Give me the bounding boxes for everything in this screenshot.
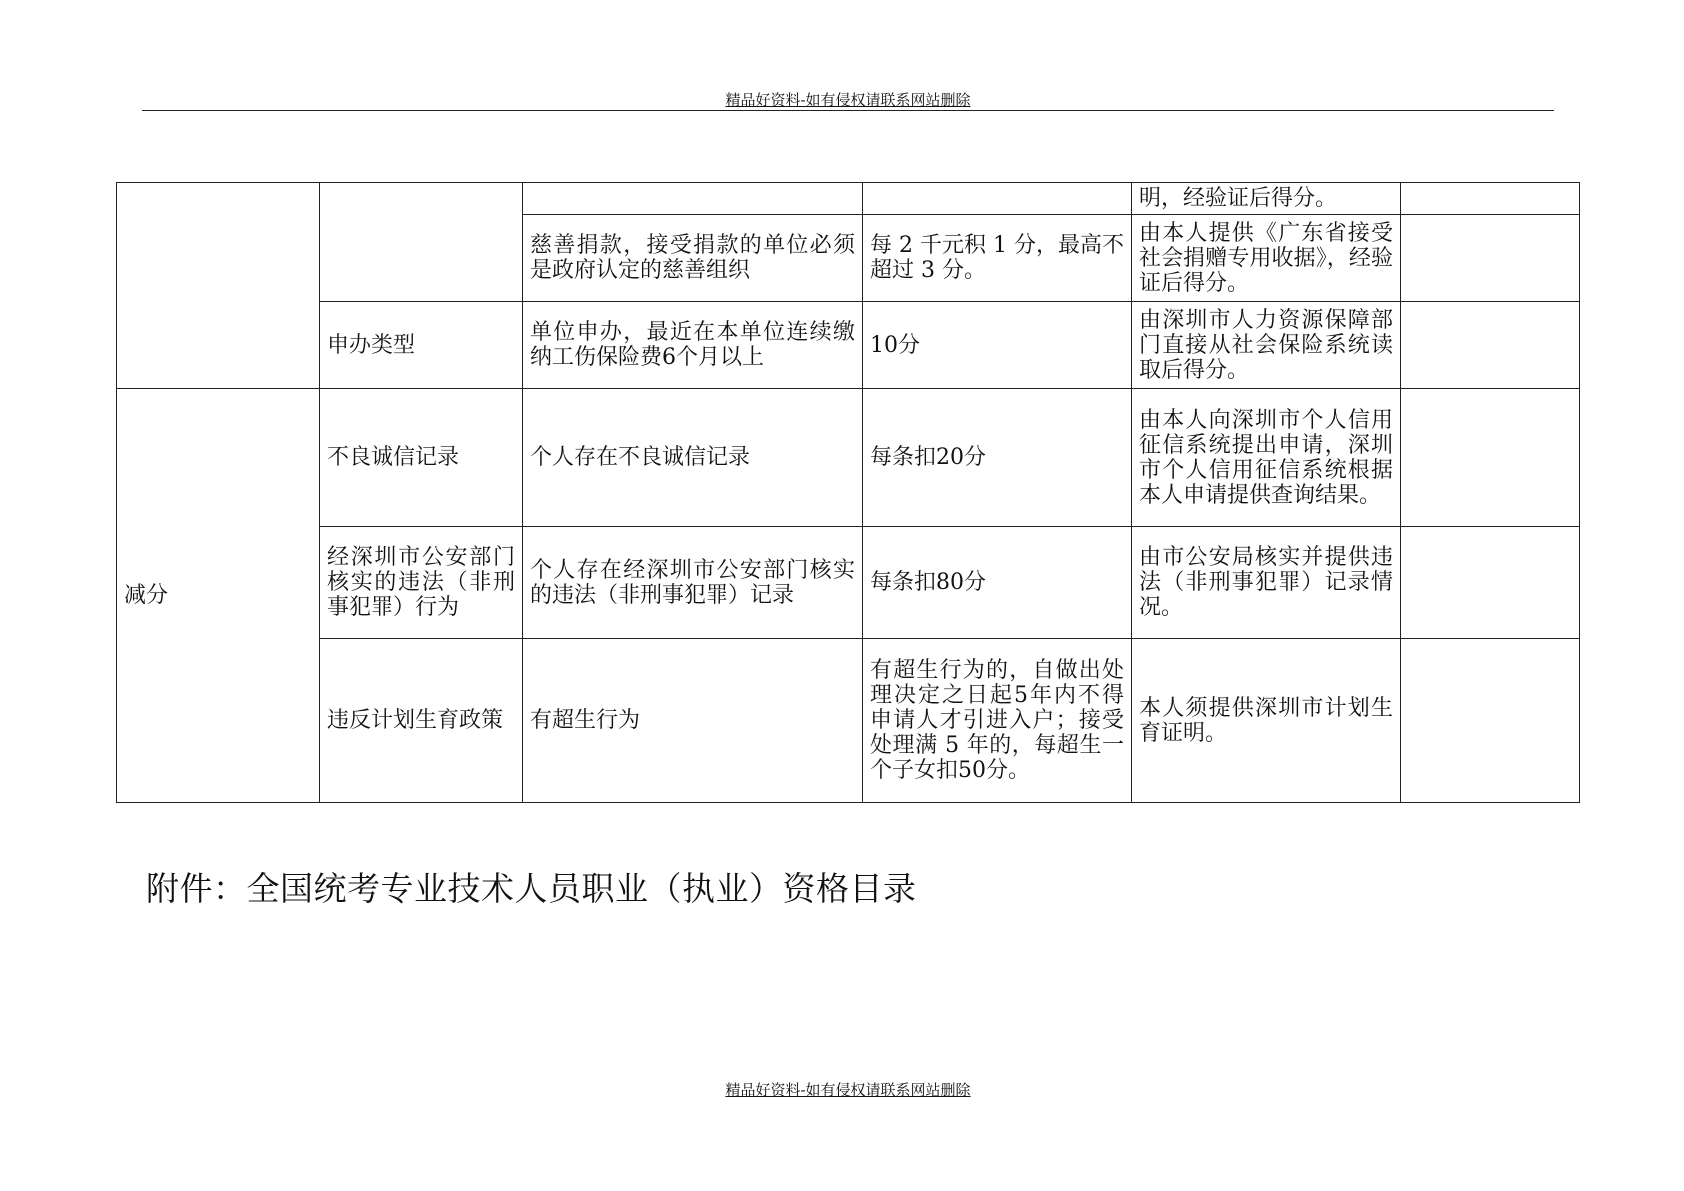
remarks-cell [1401, 183, 1580, 215]
remarks-cell [1401, 215, 1580, 302]
condition-cell: 个人存在不良诚信记录 [523, 389, 863, 527]
condition-cell [523, 183, 863, 215]
verification-cell: 明，经验证后得分。 [1132, 183, 1401, 215]
verification-cell: 由深圳市人力资源保障部门直接从社会保险系统读取后得分。 [1132, 302, 1401, 389]
verification-cell: 本人须提供深圳市计划生育证明。 [1132, 639, 1401, 803]
points-table [116, 182, 1580, 803]
criterion-cell: 经深圳市公安部门核实的违法（非刑事犯罪）行为 [320, 527, 523, 639]
verification-cell: 由市公安局核实并提供违法（非刑事犯罪）记录情况。 [1132, 527, 1401, 639]
table-row [117, 389, 1580, 527]
attachment-title: 附件：全国统考专业技术人员职业（执业）资格目录 [146, 869, 917, 908]
table-row [117, 527, 1580, 639]
points-cell [863, 183, 1132, 215]
verification-cell: 由本人向深圳市个人信用征信系统提出申请，深圳市个人信用征信系统根据本人申请提供查询结果。 [1132, 389, 1401, 527]
points-cell: 每条扣20分 [863, 389, 1132, 527]
remarks-cell [1401, 639, 1580, 803]
criterion-cell: 违反计划生育政策 [320, 639, 523, 803]
criterion-cell: 不良诚信记录 [320, 389, 523, 527]
condition-cell: 有超生行为 [523, 639, 863, 803]
page-footer: 精品好资料-如有侵权请联系网站删除 [725, 1081, 971, 1099]
points-cell: 每 2 千元积 1 分，最高不超过 3 分。 [863, 215, 1132, 302]
criterion-cell: 申办类型 [320, 302, 523, 389]
verification-cell: 由本人提供《广东省接受社会捐赠专用收据》，经验证后得分。 [1132, 215, 1401, 302]
condition-cell: 个人存在经深圳市公安部门核实的违法（非刑事犯罪）记录 [523, 527, 863, 639]
category-cell [117, 183, 320, 389]
remarks-cell [1401, 389, 1580, 527]
points-cell: 10分 [863, 302, 1132, 389]
points-cell: 每条扣80分 [863, 527, 1132, 639]
category-cell: 减分 [117, 389, 320, 803]
points-cell: 有超生行为的，自做出处理决定之日起5年内不得申请人才引进入户；接受处理满 5 年的，每超生一个子女扣50分。 [863, 639, 1132, 803]
remarks-cell [1401, 527, 1580, 639]
condition-cell: 单位申办，最近在本单位连续缴纳工伤保险费6个月以上 [523, 302, 863, 389]
table-row [117, 302, 1580, 389]
criterion-cell [320, 183, 523, 302]
table-row [117, 183, 1580, 215]
table-row [117, 639, 1580, 803]
remarks-cell [1401, 302, 1580, 389]
condition-cell: 慈善捐款，接受捐款的单位必须是政府认定的慈善组织 [523, 215, 863, 302]
page-header: 精品好资料-如有侵权请联系网站删除 [142, 90, 1554, 111]
